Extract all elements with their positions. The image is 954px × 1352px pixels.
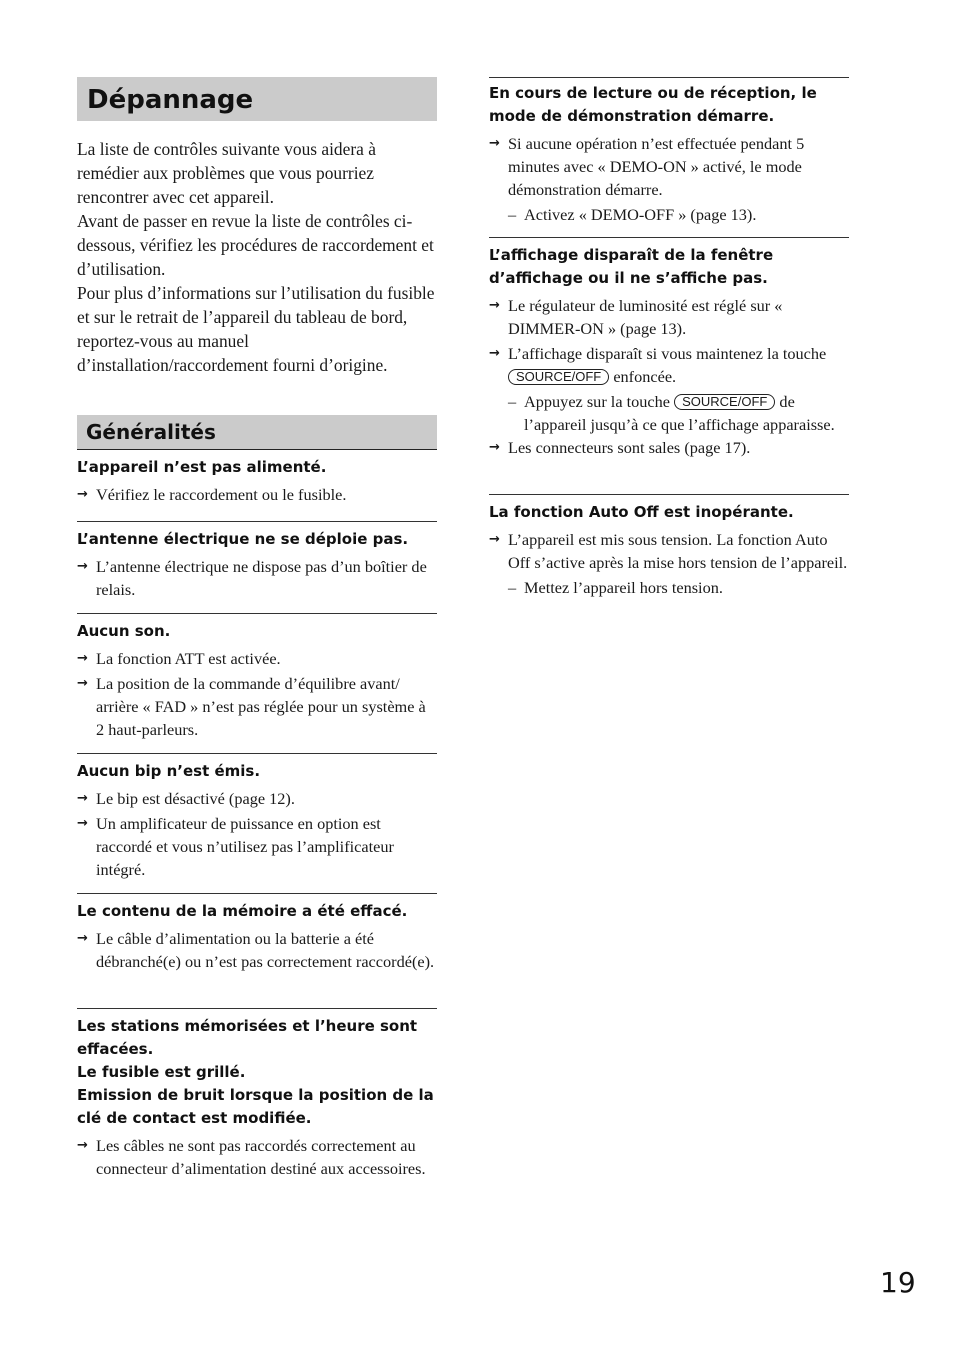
list-item: → Le câble d’alimentation ou la batterie a été débranché(e) ou n’est pas correctement raccordé(e). — [77, 929, 435, 971]
list-item: → L’appareil est mis sous tension. La fonction Auto Off s’active après la mise hors tension de l’appareil. — [489, 530, 848, 572]
section-antenna — [77, 521, 437, 613]
list-item: → La position de la commande d’équilibre avant/ arrière « FAD » n’est pas réglée pour un système à 2 haut-parleurs. — [77, 674, 426, 739]
dash-icon: – — [508, 578, 517, 597]
section-heading: Le contenu de la mémoire a été effacé. — [77, 902, 408, 920]
arrow-icon: → — [77, 651, 88, 666]
section-heading: Aucun son. — [77, 622, 171, 640]
section-heading: L’appareil n’est pas alimenté. — [77, 458, 327, 476]
sub-item: – Appuyez sur la touche SOURCE/OFF de l’appareil jusqu’à ce que l’affichage apparaisse. — [508, 392, 835, 434]
section-heading: Les stations mémorisées et l’heure sont effacées. Le fusible est grillé. Emission de bruit lorsque la position de la clé de contact est modifiée. — [77, 1017, 434, 1127]
section-heading: La fonction Auto Off est inopérante. — [489, 503, 794, 521]
intro-paragraph: La liste de contrôles suivante vous aidera à remédier aux problèmes que vous pourriez rencontrer avec cet appareil. — [77, 139, 376, 207]
arrow-icon: → — [489, 298, 500, 313]
page-number: 19 — [880, 1266, 916, 1299]
section-memory — [77, 893, 437, 1008]
list-item: → Les câbles ne sont pas raccordés correctement au connecteur d’alimentation destiné aux accessoires. — [77, 1136, 426, 1178]
list-item: → Si aucune opération n’est effectuée pendant 5 minutes avec « DEMO-ON » activé, le mode démonstration démarre. — [489, 134, 805, 199]
left-column — [77, 77, 437, 1182]
section-title-generalites: Généralités — [77, 415, 437, 450]
list-item: → Les connecteurs sont sales (page 17). — [489, 438, 751, 457]
arrow-icon: → — [77, 816, 88, 831]
arrow-icon: → — [489, 440, 500, 455]
list-item: → Un amplificateur de puissance en option est raccordé et vous n’utilisez pas l’amplificateur intégré. — [77, 814, 394, 879]
section-demo — [489, 77, 849, 237]
page-title: Dépannage — [77, 77, 437, 121]
sub-item: – Activez « DEMO-OFF » (page 13). — [508, 205, 757, 224]
intro-paragraph: Pour plus d’informations sur l’utilisation du fusible et sur le retrait de l’appareil du tableau de bord, reportez-vous au manuel d’installation/raccordement fourni d’origine. — [77, 283, 435, 375]
section-heading: En cours de lecture ou de réception, le mode de démonstration démarre. — [489, 84, 817, 125]
arrow-icon: → — [77, 791, 88, 806]
arrow-icon: → — [489, 532, 500, 547]
intro-paragraph: Avant de passer en revue la liste de contrôles ci-dessous, vérifiez les procédures de raccordement et d’utilisation. — [77, 211, 434, 279]
source-off-key: SOURCE/OFF — [674, 394, 775, 410]
arrow-icon: → — [77, 1138, 88, 1153]
section-power — [77, 450, 437, 521]
list-item: → Le régulateur de luminosité est réglé sur « DIMMER-ON » (page 13). — [489, 296, 783, 338]
section-no-sound — [77, 613, 437, 753]
list-item: → La fonction ATT est activée. — [77, 649, 281, 668]
section-heading: L’affichage disparaît de la fenêtre d’affichage ou il ne s’affiche pas. — [489, 246, 774, 287]
intro-text — [77, 137, 437, 377]
arrow-icon: → — [77, 931, 88, 946]
section-display — [489, 237, 849, 494]
section-fuse — [77, 1008, 437, 1180]
section-auto-off — [489, 494, 849, 599]
arrow-icon: → — [489, 346, 500, 361]
list-item: → L’affichage disparaît si vous maintenez la touche SOURCE/OFF enfoncée. — [489, 344, 827, 386]
arrow-icon: → — [77, 559, 88, 574]
list-item: → Vérifiez le raccordement ou le fusible. — [77, 485, 347, 504]
dash-icon: – — [508, 205, 517, 224]
arrow-icon: → — [489, 136, 500, 151]
source-off-key: SOURCE/OFF — [508, 369, 609, 385]
section-heading: Aucun bip n’est émis. — [77, 762, 261, 780]
section-no-beep — [77, 753, 437, 893]
arrow-icon: → — [77, 676, 88, 691]
list-item: → L’antenne électrique ne dispose pas d’un boîtier de relais. — [77, 557, 427, 599]
sub-item: – Mettez l’appareil hors tension. — [508, 578, 723, 597]
arrow-icon: → — [77, 487, 88, 502]
list-item: → Le bip est désactivé (page 12). — [77, 789, 295, 808]
dash-icon: – — [508, 392, 517, 411]
right-column — [489, 77, 849, 599]
section-heading: L’antenne électrique ne se déploie pas. — [77, 530, 409, 548]
